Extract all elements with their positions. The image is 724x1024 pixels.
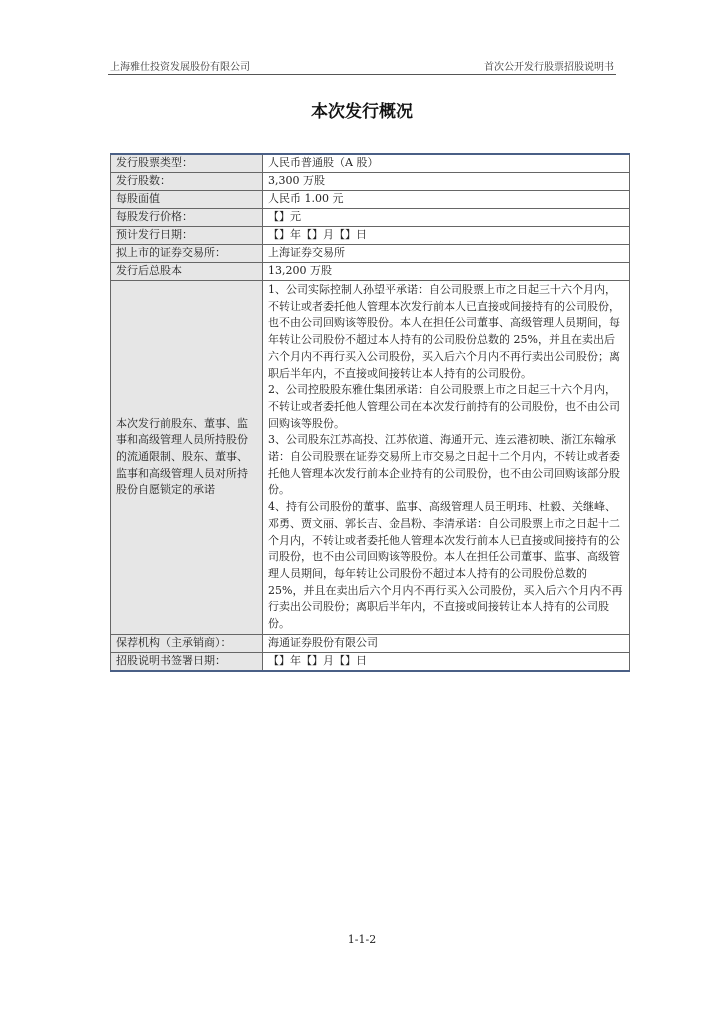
header-company-name: 上海雅仕投资发展股份有限公司: [110, 62, 250, 73]
commitment-paragraph: 1、公司实际控制人孙望平承诺：自公司股票上市之日起三十六个月内，不转让或者委托他人管理本次发行前本人已直接或间接持有的公司股份，也不由公司回购该等股份。本人在担任公司董事、高级管理人员期间，每年转让公司股份不超过本人持有的公司股份总数的 25%，并且在卖出后六个月内不再行买入公司股份，买入后六个月内不再行卖出公司股份；离职后半年内，不直接或间接转让本人持有的公司股份。: [268, 283, 620, 380]
row-value: 上海证券交易所: [263, 245, 630, 263]
row-value: 【】元: [263, 209, 630, 227]
header-document-title: 首次公开发行股票招股说明书: [484, 62, 614, 73]
row-value: 3,300 万股: [263, 173, 630, 191]
commitment-paragraph: 4、持有公司股份的董事、监事、高级管理人员王明玮、杜毅、关继峰、邓勇、贾文丽、郭长吉、金昌粉、李清承诺：自公司股票上市之日起十二个月内，不转让或者委托他人管理本次发行前本人已直接或间接持有的公司股份，也不由公司回购该等股份。本人在担任公司董事、监事、高级管理人员期间，每年转让公司股份不超过本人持有的公司股份总数的 25%，并且在卖出后六个月内不再行买入公司股份，买入后六个月内不再行卖出公司股份；离职后半年内，不直接或间接转让本人持有的公司股份。: [268, 500, 623, 631]
row-label: 招股说明书签署日期：: [111, 652, 263, 671]
table-row: [111, 263, 630, 281]
page-header: [108, 56, 616, 75]
page-title: 本次发行概况: [311, 102, 413, 122]
lockup-commitments: [263, 281, 630, 635]
table-row: [111, 652, 630, 671]
lockup-commitment-row: [111, 281, 630, 635]
row-value: 13,200 万股: [263, 263, 630, 281]
row-value: 【】年【】月【】日: [263, 227, 630, 245]
table-row: [111, 245, 630, 263]
row-label: 保荐机构（主承销商）：: [111, 634, 263, 652]
row-label: 每股发行价格：: [111, 209, 263, 227]
row-value: 人民币 1.00 元: [263, 191, 630, 209]
row-label: 预计发行日期：: [111, 227, 263, 245]
commitment-paragraph: 2、公司控股股东雅仕集团承诺：自公司股票上市之日起三十六个月内，不转让或者委托他人管理公司在本次发行前持有的公司股份，也不由公司回购该等股份。: [268, 383, 620, 430]
row-label: 每股面值: [111, 191, 263, 209]
row-value: 【】年【】月【】日: [263, 652, 630, 671]
commitment-paragraph: 3、公司股东江苏高投、江苏依道、海通开元、连云港初映、浙江东翰承诺：自公司股票在证券交易所上市交易之日起十二个月内，不转让或者委托他人管理本次发行前本企业持有的公司股份，也不由公司回购该部分股份。: [268, 433, 620, 497]
row-label: 发行后总股本: [111, 263, 263, 281]
table-row: [111, 634, 630, 652]
row-value: 海通证券股份有限公司: [263, 634, 630, 652]
row-label: 发行股数：: [111, 173, 263, 191]
table-row: [111, 191, 630, 209]
lockup-label: 本次发行前股东、董事、监事和高级管理人员所持股份的流通限制、股东、董事、监事和高级管理人员对所持股份自愿锁定的承诺: [111, 281, 263, 635]
offering-overview-table: [110, 153, 630, 672]
table-row: [111, 173, 630, 191]
row-value: 人民币普通股（A 股）: [263, 154, 630, 173]
row-label: 拟上市的证券交易所：: [111, 245, 263, 263]
table-row: [111, 154, 630, 173]
row-label: 发行股票类型：: [111, 154, 263, 173]
table-row: [111, 227, 630, 245]
table-row: [111, 209, 630, 227]
page-number: 1-1-2: [347, 933, 377, 946]
